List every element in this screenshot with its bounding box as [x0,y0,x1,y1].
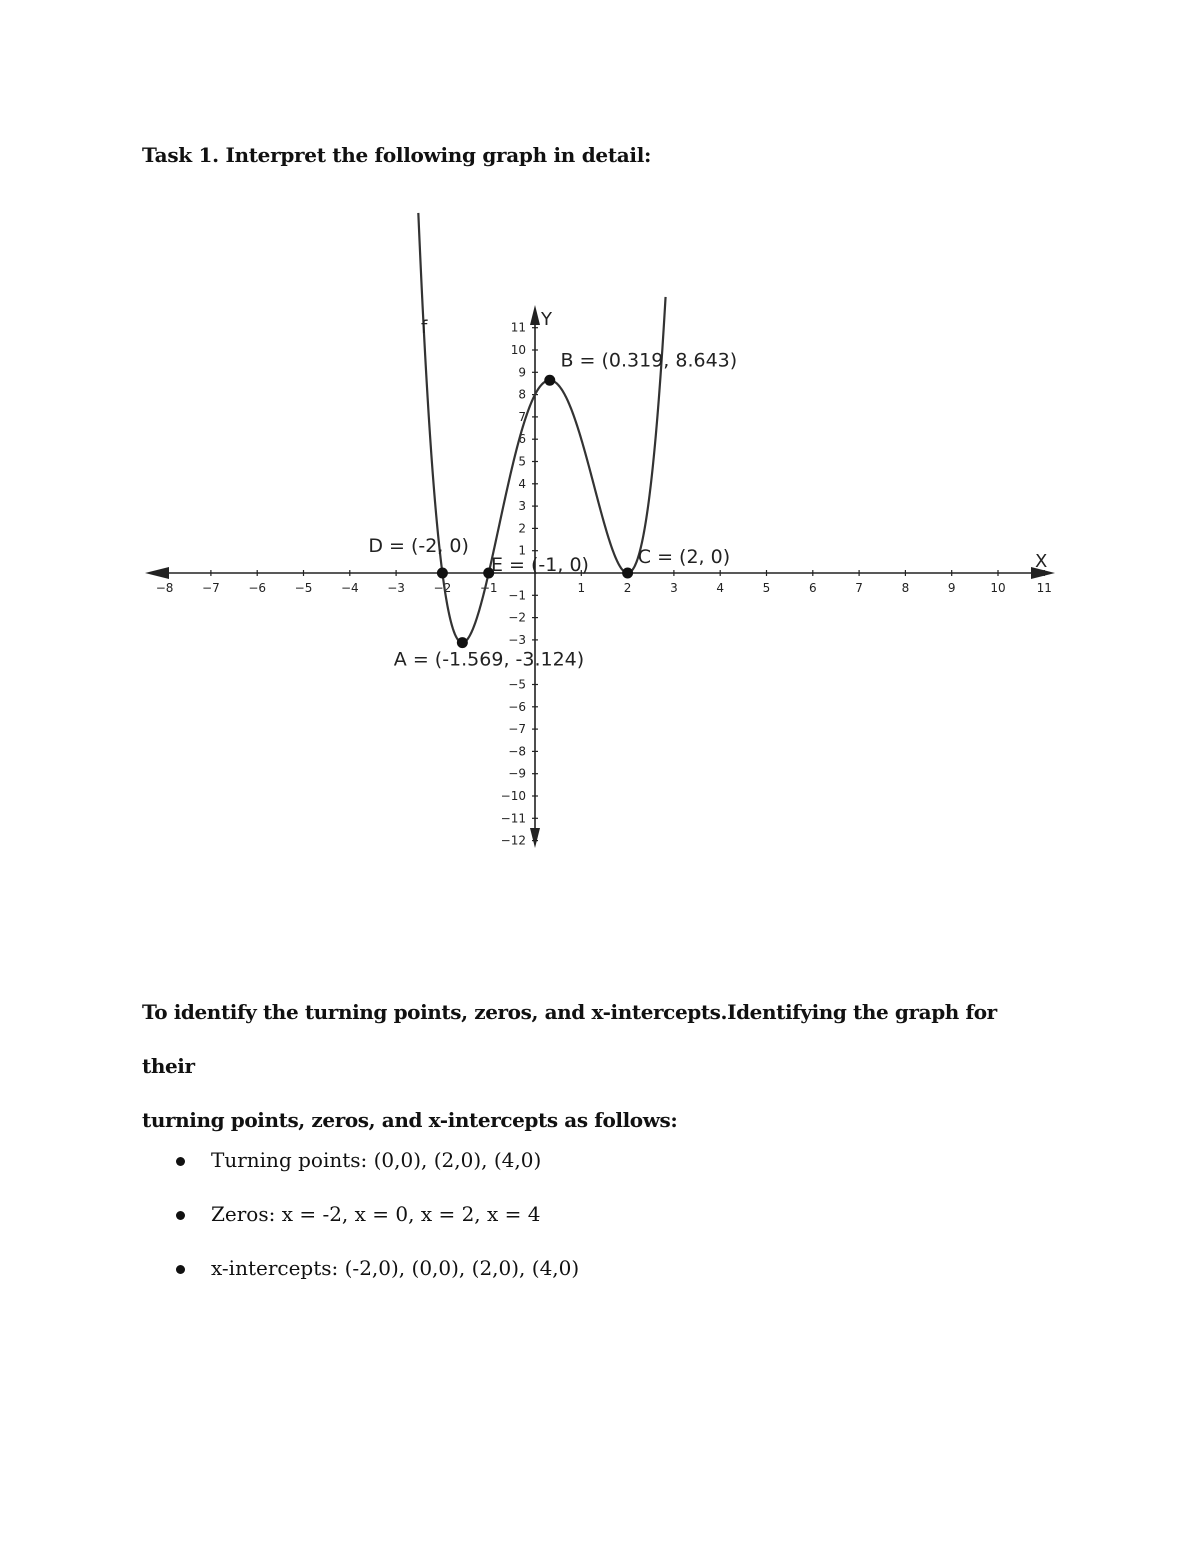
y-tick-label: 9 [518,365,526,380]
results-list [176,1148,579,1310]
x-tick-label: −2 [433,581,452,595]
y-tick-label: −9 [508,766,526,781]
y-axis-up-arrow-icon [530,305,540,325]
point-label-e: E = (-1, 0) [491,553,589,576]
x-tick-label: 2 [623,581,632,595]
bullet-text: Zeros: x = -2, x = 0, x = 2, x = 4 [211,1202,541,1226]
list-item [176,1202,579,1256]
x-tick-label: 11 [1036,581,1052,595]
y-tick-label: 2 [518,521,526,536]
point-b [544,375,555,386]
x-tick-label: 1 [577,581,586,595]
y-tick-label: 11 [510,320,526,335]
intro-paragraph [142,985,1042,1147]
x-axis-left-arrow-icon [145,567,169,579]
point-label-b: B = (0.319, 8.643) [560,349,738,372]
y-tick-label: −8 [508,744,526,759]
x-tick-label: 4 [716,581,725,595]
points-layer [368,350,737,671]
bullet-icon [176,1211,185,1220]
y-tick-label: 6 [518,432,526,447]
x-tick-label: −4 [340,581,359,595]
point-a [457,637,468,648]
x-tick-label: −5 [294,581,313,595]
x-tick-label: 9 [947,581,956,595]
x-tick-label: −8 [155,581,174,595]
bullet-icon [176,1265,185,1274]
y-tick-label: −7 [508,722,526,737]
point-d [437,568,448,579]
point-c [622,568,633,579]
y-tick-label: 4 [518,476,526,491]
x-tick-label: 6 [808,581,817,595]
point-label-a: A = (-1.569, -3.124) [393,648,585,671]
y-tick-label: −10 [500,789,526,803]
point-label-d: D = (-2, 0) [368,534,469,557]
x-tick-label: 8 [901,581,910,595]
y-axis-label: Y [541,309,552,330]
x-tick-label: −7 [202,581,220,595]
intro-line-2: turning points, zeros, and x-intercepts as follows: [142,1108,678,1132]
y-tick-label: −3 [508,632,526,647]
x-axis-label: X [1035,551,1048,572]
y-axis-down-arrow-icon [530,828,540,848]
list-item [176,1148,579,1202]
y-tick-label: −11 [500,811,526,826]
y-tick-label: 7 [518,409,526,424]
y-tick-label: 10 [510,343,526,357]
x-tick-label: 10 [990,581,1006,595]
x-tick-label: 5 [762,581,771,595]
y-tick-label: −2 [508,610,526,625]
y-tick-label: 5 [518,454,526,469]
x-tick-label: −6 [248,581,267,595]
axes [145,305,1055,848]
y-tick-label: 3 [518,499,526,514]
bullet-text: Turning points: (0,0), (2,0), (4,0) [211,1148,542,1172]
list-item [176,1256,579,1310]
x-tick-label: 3 [670,581,678,595]
intro-line-1: To identify the turning points, zeros, and x-intercepts.Identifying the graph for their [142,1000,997,1078]
point-label-c: C = (2, 0) [637,545,731,568]
x-tick-label: −1 [479,581,498,595]
y-tick-label: 8 [518,387,526,402]
y-tick-label: 1 [518,543,526,558]
y-tick-label: −12 [500,833,526,848]
x-tick-label: −3 [387,581,405,595]
y-tick-label: −5 [508,677,526,692]
ticks [156,321,1052,848]
bullet-text: x-intercepts: (-2,0), (0,0), (2,0), (4,0) [211,1256,580,1280]
x-tick-label: 7 [855,581,863,595]
bullet-icon [176,1157,185,1166]
y-tick-label: −1 [508,588,526,603]
series-label: f [421,317,428,338]
y-tick-label: −6 [508,699,526,714]
task-title: Task 1. Interpret the following graph in detail: [142,143,652,167]
